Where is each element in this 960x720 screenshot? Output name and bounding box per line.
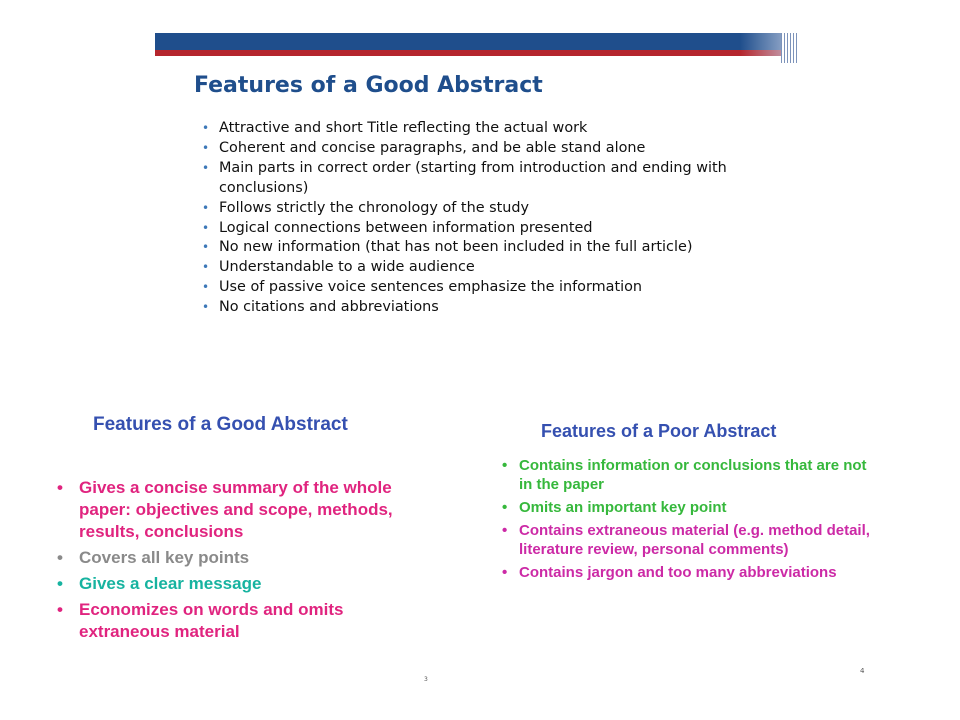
list-item-text: Gives a clear message	[79, 574, 262, 593]
bullet-icon: •	[57, 574, 63, 593]
bullet-icon: •	[202, 160, 210, 175]
list-item	[502, 456, 882, 494]
list-item	[202, 139, 772, 159]
bullet-icon: •	[502, 457, 508, 474]
list-item	[202, 238, 772, 258]
bullet-icon: •	[202, 121, 210, 135]
list-item-text: Follows strictly the chronology of the study	[219, 199, 530, 216]
list-item-text: Covers all key points	[79, 548, 250, 567]
bullet-icon: •	[202, 200, 210, 215]
list-item	[57, 547, 437, 569]
page-number: 4	[860, 667, 865, 675]
list-item-text: Contains extraneous material (e.g. method detail, literature review, personal comments)	[519, 522, 870, 558]
list-item	[202, 258, 772, 278]
bullet-icon: •	[502, 499, 508, 516]
list-item-text: Logical connections between information presented	[219, 219, 593, 236]
list-item-text: Attractive and short Title reflecting the actual work	[219, 120, 588, 136]
bullet-icon: •	[202, 240, 210, 255]
bullet-icon: •	[202, 300, 210, 315]
list-item	[202, 199, 772, 219]
header-accent-bar	[155, 50, 781, 56]
slide2-title: Features of a Good Abstract	[93, 414, 348, 435]
slide1-bullet-list	[202, 119, 772, 318]
slide3-bullet-list	[502, 456, 882, 586]
list-item-text: No citations and abbreviations	[219, 299, 439, 316]
header-stripes	[781, 33, 799, 63]
list-item	[57, 573, 437, 595]
list-item	[202, 278, 772, 298]
page-number: 3	[424, 676, 428, 683]
list-item-text: Use of passive voice sentences emphasize the information	[219, 279, 643, 296]
bullet-icon: •	[202, 280, 210, 295]
header-bar	[155, 33, 781, 50]
list-item	[502, 563, 882, 582]
list-item	[57, 477, 437, 543]
header-bar-fade	[740, 33, 781, 56]
list-item	[57, 599, 437, 643]
list-item-text: Economizes on words and omits extraneous material	[79, 600, 344, 641]
list-item-text: Omits an important key point	[519, 499, 727, 516]
list-item	[202, 298, 772, 318]
bullet-icon: •	[502, 564, 508, 581]
bullet-icon: •	[202, 140, 210, 155]
list-item-text: Contains jargon and too many abbreviations	[519, 564, 837, 581]
list-item	[202, 119, 772, 139]
bullet-icon: •	[502, 522, 508, 539]
list-item-text: Coherent and concise paragraphs, and be able stand alone	[219, 139, 646, 156]
slide1-title: Features of a Good Abstract	[194, 73, 543, 98]
bullet-icon: •	[57, 478, 63, 497]
list-item-text: Gives a concise summary of the whole paper: objectives and scope, methods, results, conclusions	[79, 478, 393, 541]
list-item	[502, 521, 882, 559]
bullet-icon: •	[202, 260, 210, 275]
list-item	[502, 498, 882, 517]
bullet-icon: •	[202, 220, 210, 235]
list-item-text: Contains information or conclusions that are not in the paper	[519, 457, 867, 493]
bullet-icon: •	[57, 600, 63, 619]
list-item-text: No new information (that has not been included in the full article)	[219, 239, 693, 256]
slide3-title: Features of a Poor Abstract	[541, 421, 777, 441]
slide2-bullet-list	[57, 477, 437, 647]
list-item	[202, 159, 772, 199]
list-item	[202, 219, 772, 239]
bullet-icon: •	[57, 548, 63, 567]
list-item-text: Main parts in correct order (starting from introduction and ending with conclusions)	[219, 159, 727, 196]
list-item-text: Understandable to a wide audience	[219, 259, 475, 276]
